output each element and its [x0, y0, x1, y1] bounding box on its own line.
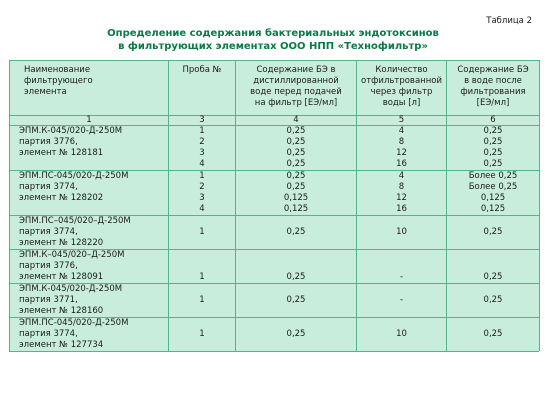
header-be-after: Содержание БЭ в воде после фильтрования [ЕЭ/мл] — [447, 61, 540, 116]
volume-cell: 10 — [357, 318, 447, 352]
table-row — [10, 318, 540, 352]
header-row — [10, 61, 540, 116]
volume-cell: - — [357, 250, 447, 284]
be-before-cell: 0,25 0,25 0,125 0,125 — [236, 171, 357, 216]
element-name-cell: ЭПМ.К-045/020-Д-250М партия 3776, элемент № 128181 — [10, 126, 169, 171]
probe-cell: 1 — [169, 318, 236, 352]
be-before-cell: 0,25 — [236, 284, 357, 318]
column-number-row — [10, 116, 540, 126]
table-row — [10, 284, 540, 318]
header-be-before: Содержание БЭ в дистиллированной воде перед подачей на фильтр [ЕЭ/мл] — [236, 61, 357, 116]
be-after-cell: 0,25 — [447, 284, 540, 318]
be-after-cell: 0,25 0,25 0,25 0,25 — [447, 126, 540, 171]
be-after-cell: 0,25 — [447, 318, 540, 352]
table-row — [10, 216, 540, 250]
volume-cell: - — [357, 284, 447, 318]
title-line: в фильтрующих элементах ООО НПП «Технофильтр» — [118, 41, 428, 52]
be-before-cell: 0,25 — [236, 250, 357, 284]
table-row — [10, 171, 540, 216]
table-number-label: Таблица 2 — [486, 16, 532, 26]
table-row — [10, 126, 540, 171]
volume-cell: 4 8 12 16 — [357, 171, 447, 216]
element-name-cell: ЭПМ.ПС-045/020-Д-250М партия 3774, элемент № 127734 — [10, 318, 169, 352]
header-probe: Проба № — [169, 61, 236, 116]
probe-cell: 1 — [169, 216, 236, 250]
column-number: 5 — [357, 116, 447, 126]
column-number: 3 — [169, 116, 236, 126]
column-number: 1 — [10, 116, 169, 126]
table-title — [0, 27, 546, 53]
header-element-name: Наименование фильтрующего элемента — [10, 61, 169, 116]
probe-cell: 1 — [169, 250, 236, 284]
probe-cell: 1 2 3 4 — [169, 126, 236, 171]
be-before-cell: 0,25 — [236, 318, 357, 352]
column-number: 6 — [447, 116, 540, 126]
element-name-cell: ЭПМ.К-045/020-Д-250М партия 3771, элемент № 128160 — [10, 284, 169, 318]
be-before-cell: 0,25 — [236, 216, 357, 250]
endotoxin-table — [9, 60, 539, 352]
volume-cell: 10 — [357, 216, 447, 250]
probe-cell: 1 2 3 4 — [169, 171, 236, 216]
header-volume: Количество отфильтрованной через фильтр воды [л] — [357, 61, 447, 116]
element-name-cell: ЭПМ.ПС-045/020-Д-250М партия 3774, элемент № 128202 — [10, 171, 169, 216]
be-after-cell: 0,25 — [447, 250, 540, 284]
be-after-cell: Более 0,25 Более 0,25 0,125 0,125 — [447, 171, 540, 216]
table-row — [10, 250, 540, 284]
element-name-cell: ЭПМ.ПС–045/020–Д-250М партия 3774, элемент № 128220 — [10, 216, 169, 250]
data-table — [9, 60, 540, 351]
title-line: Определение содержания бактериальных эндотоксинов — [107, 28, 439, 39]
volume-cell: 4 8 12 16 — [357, 126, 447, 171]
be-before-cell: 0,25 0,25 0,25 0,25 — [236, 126, 357, 171]
be-after-cell: 0,25 — [447, 216, 540, 250]
element-name-cell: ЭПМ.К–045/020–Д-250М партия 3776, элемент № 128091 — [10, 250, 169, 284]
probe-cell: 1 — [169, 284, 236, 318]
column-number: 4 — [236, 116, 357, 126]
